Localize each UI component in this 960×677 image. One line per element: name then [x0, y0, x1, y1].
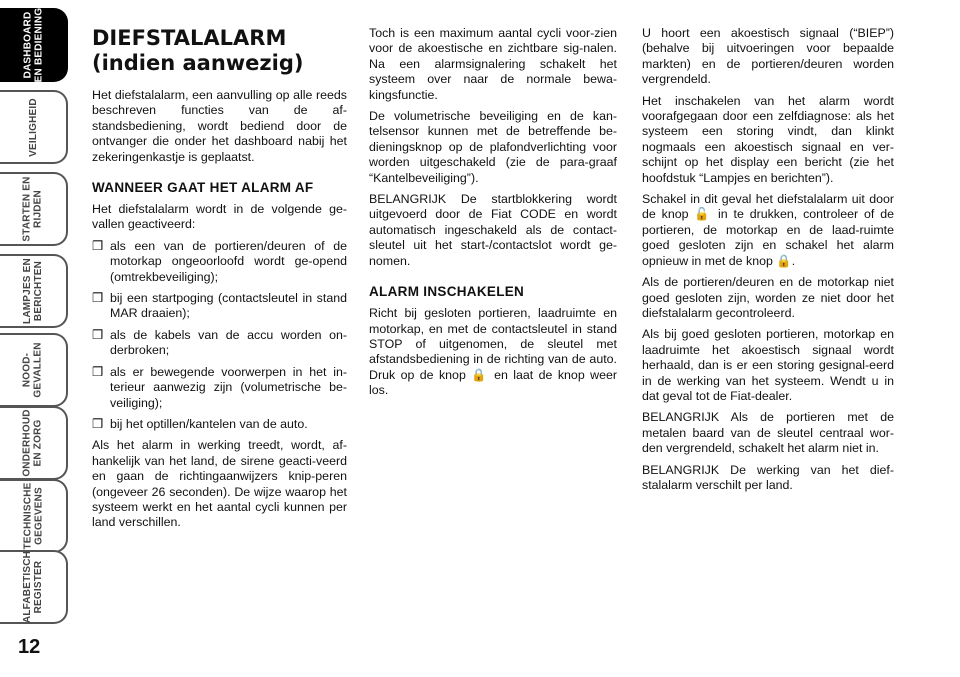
section-heading-inschakelen: ALARM INSCHAKELEN	[369, 284, 525, 300]
paragraph: BELANGRIJK Als de portieren met de metalen baard van de sleutel centraal wor-den vergrendeld, schakelt het alarm niet in.	[642, 410, 894, 456]
tab-label: ALFABETISCH REGISTER	[22, 550, 45, 624]
checkbox-bullet-icon: ❒	[92, 238, 104, 253]
tab-technische-gegevens[interactable]	[0, 479, 68, 553]
list-item	[92, 417, 347, 432]
paragraph: De volumetrische beveiliging en de kan-telsensor kunnen met de betreffende be-dieningsknop op de plafondverlichting voor worden uitgeschakeld (zie de para-graaf “Kantelbeveiliging”).	[369, 109, 617, 185]
title-line-2: (indien aanwezig)	[92, 51, 304, 75]
paragraph: Toch is een maximum aantal cycli voor-zien voor de akoestische en zichtbare sig-nalen. Na een alarmsignalering schakelt het systeem over naar de normale bewa-kingsfunctie.	[369, 26, 617, 102]
paragraph: Richt bij gesloten portieren, laadruimte en motorkap, en met de contactsleutel in stand STOP of uitgenomen, de sleutel met afstandsbediening in de richting van de auto. Druk op de knop 🔒 en laat de knop weer los.	[369, 306, 617, 398]
intro-paragraph: Het diefstalalarm, een aanvulling op alle reeds beschreven functies van de af-standsbediening, wordt bediend door de ontvanger die onder het dashboard nabij het zekeringenkastje is geplaatst.	[92, 88, 347, 164]
tab-label: LAMPJES EN BERICHTEN	[22, 258, 44, 324]
list-item-text: als de kabels van de accu worden on-derbroken;	[110, 327, 347, 358]
checkbox-bullet-icon: ❒	[92, 327, 104, 342]
list-item-text: als er bewegende voorwerpen in het in-terieur aanwezig zijn (volumetrische be-veiliging);	[110, 364, 347, 410]
list-item	[92, 291, 347, 322]
tab-onderhoud-en-zorg[interactable]	[0, 406, 68, 480]
paragraph: Het inschakelen van het alarm wordt voorafgegaan door een zelfdiagnose: als het systeem een storing vindt, dan klinkt nogmaals een akoestisch signaal en ver-schijnt op het display een bericht (zie het hoofdstuk “Lampjes en berichten”).	[642, 93, 894, 185]
checkbox-bullet-icon: ❒	[92, 416, 104, 431]
checkbox-bullet-icon: ❒	[92, 291, 104, 306]
paragraph: Schakel in dit geval het diefstalalarm uit door de knop 🔓 in te drukken, controleer of de portieren, de motorkap en de laad-ruimte goed gesloten zijn en schakel het alarm opnieuw in met de knop 🔒.	[642, 192, 894, 268]
list-item	[92, 365, 347, 411]
title-line-1: DIEFSTALALARM	[92, 26, 287, 50]
tab-alfabetisch-register[interactable]	[0, 550, 68, 624]
paragraph: BELANGRIJK De startblokkering wordt uitgevoerd door de Fiat CODE en wordt automatisch ingeschakeld als de contact-sleutel uit het start-/contactslot wordt ge-nomen.	[369, 192, 617, 268]
outro-paragraph: Als het alarm in werking treedt, wordt, af-hankelijk van het land, de sirene geacti-veerd en gaan de richtingaanwijzers knip-peren (ongeveer 26 seconden). De wijze waarop het systeem werkt en het aantal cycli kunnen per land verschillen.	[92, 438, 347, 530]
list-item	[92, 239, 347, 285]
tab-lampjes-en-berichten[interactable]	[0, 254, 68, 328]
tab-label: VEILIGHEID	[27, 97, 39, 157]
tab-starten-en-rijden[interactable]	[0, 172, 68, 246]
tab-label: STARTEN EN RIJDEN	[22, 176, 44, 242]
list-item-text: als een van de portieren/deuren of de motorkap ongeoorloofd wordt ge-opend (omtrekbeveiliging);	[110, 238, 347, 284]
tab-label: ONDERHOUD EN ZORG	[22, 409, 45, 477]
page-number: 12	[18, 636, 41, 658]
lead-paragraph: Het diefstalalarm wordt in de volgende ge-vallen geactiveerd:	[92, 202, 347, 232]
tab-veiligheid[interactable]	[0, 90, 68, 164]
tab-label: NOOD- GEVALLEN	[22, 342, 44, 398]
section-heading-wanneer: WANNEER GAAT HET ALARM AF	[92, 180, 314, 196]
tab-dashboard-en-bediening[interactable]	[0, 8, 68, 82]
column-1	[92, 26, 347, 537]
column-3	[642, 26, 894, 499]
paragraph: Als bij goed gesloten portieren, motorkap en laadruimte het akoestisch signaal wordt herhaald, dan is er een storing gesignal-eerd in de werking van het systeem. Wendt u in dat geval tot de Fiat-dealer.	[642, 327, 894, 403]
section-tabs	[0, 0, 80, 677]
tab-noodgevallen[interactable]	[0, 333, 68, 407]
column-2	[369, 26, 617, 405]
checkbox-bullet-icon: ❒	[92, 364, 104, 379]
list-item	[92, 328, 347, 359]
tab-label: TECHNISCHE GEGEVENS	[22, 482, 45, 550]
paragraph: Als de portieren/deuren en de motorkap niet goed gesloten zijn, worden ze niet door het diefstalalarm gecontroleerd.	[642, 275, 894, 320]
paragraph: BELANGRIJK De werking van het dief-stalalarm verschilt per land.	[642, 462, 894, 492]
list-item-text: bij een startpoging (contactsleutel in stand MAR draaien);	[110, 291, 347, 321]
paragraph: U hoort een akoestisch signaal (“BIEP”) (behalve bij uitvoeringen voor bepaalde markten) en de portieren/deuren worden vergrendeld.	[642, 26, 894, 87]
page-title	[92, 26, 347, 76]
tab-label: DASHBOARD EN BEDIENING	[22, 7, 45, 83]
list-item-text: bij het optillen/kantelen van de auto.	[110, 416, 308, 431]
